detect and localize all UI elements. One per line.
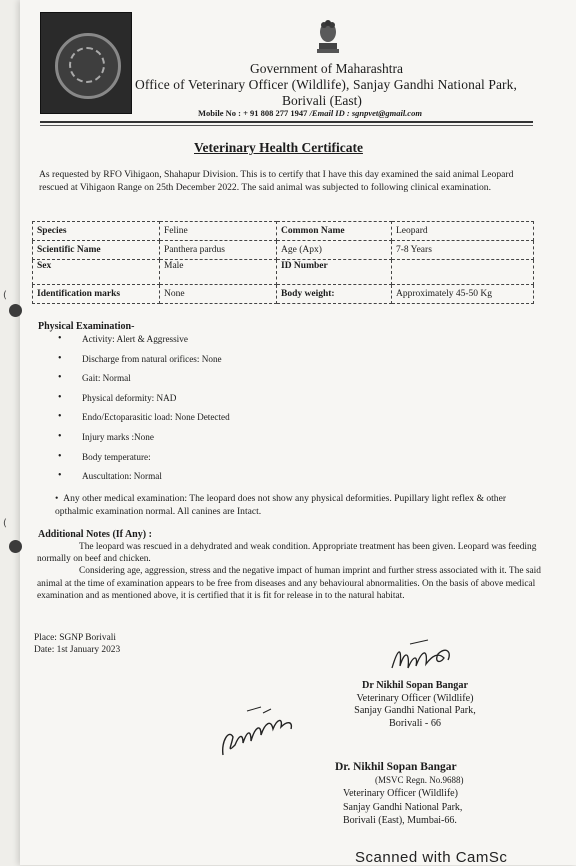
- table-cell: Species: [33, 222, 160, 241]
- certificate-title: Veterinary Health Certificate: [194, 140, 363, 155]
- officer-signature-block: [335, 680, 495, 730]
- table-cell: 7-8 Years: [392, 241, 534, 260]
- additional-notes-heading: Additional Notes (If Any) :: [38, 529, 152, 540]
- margin-mark: (: [3, 518, 7, 529]
- table-cell: Male: [160, 260, 277, 285]
- header-divider: [40, 121, 533, 123]
- officer-city: Borivali - 66: [388, 717, 442, 729]
- table-cell: Sex: [33, 260, 160, 285]
- list-item: • Injury marks :None: [58, 430, 230, 450]
- office-location: Borivali (East): [282, 93, 362, 108]
- table-cell: Scientific Name: [33, 241, 160, 260]
- mobile-number: Mobile No : + 91 808 277 1947: [198, 108, 308, 118]
- table-cell: Approximately 45-50 Kg: [392, 285, 534, 304]
- place-date: [34, 632, 120, 656]
- stamp-park: Sanjay Gandhi National Park,: [343, 801, 463, 813]
- notes-paragraph: The leopard was rescued in a dehydrated and weak condition. Appropriate treatment has been given. Leopard was feeding normally on beef and chicken.: [37, 542, 537, 565]
- additional-notes: [37, 541, 542, 602]
- list-item: • Endo/Ectoparasitic load: None Detected: [58, 410, 230, 430]
- table-row: [33, 285, 534, 304]
- stamp-address: Borivali (East), Mumbai-66.: [343, 814, 457, 826]
- list-item: • Activity: Alert & Aggressive: [58, 332, 230, 352]
- list-item: • Physical deformity: NAD: [58, 391, 230, 411]
- table-cell: [392, 260, 534, 285]
- state-emblem-icon: [315, 17, 341, 55]
- list-item: • Body temperature:: [58, 450, 230, 470]
- table-cell: Panthera pardus: [160, 241, 277, 260]
- officer-park: Sanjay Gandhi National Park,: [354, 705, 476, 716]
- table-row: [33, 260, 534, 285]
- stamp-designation: Veterinary Officer (Wildlife): [343, 788, 458, 800]
- scanner-watermark: Scanned with CamSc: [355, 849, 508, 866]
- list-item: • Discharge from natural orifices: None: [58, 352, 230, 372]
- table-row: [33, 241, 534, 260]
- binder-hole: [9, 540, 22, 553]
- official-stamp: [335, 761, 505, 827]
- table-cell: Common Name: [277, 222, 392, 241]
- place-text: Place: SGNP Borivali: [34, 633, 116, 643]
- email-address: /Email ID : sgnpvet@gmail.com: [309, 108, 422, 118]
- list-item: • Auscultation: Normal: [58, 469, 230, 489]
- binder-hole: [9, 304, 22, 317]
- table-row: [33, 222, 534, 241]
- other-examination: [55, 492, 540, 518]
- date-text: Date: 1st January 2023: [34, 645, 121, 655]
- bullet-icon: •: [55, 493, 64, 504]
- list-item: • Gait: Normal: [58, 371, 230, 391]
- margin-mark: (: [3, 290, 7, 301]
- physical-exam-heading: Physical Examination-: [38, 321, 135, 332]
- other-exam-text: Any other medical examination: The leopard does not show any physical deformities. Pupillary light reflex & other opthalmic examination normal. All canines are Intact.: [55, 493, 507, 517]
- table-cell: Leopard: [392, 222, 534, 241]
- table-cell: Feline: [160, 222, 277, 241]
- physical-exam-list: [58, 332, 230, 489]
- officer-designation: Veterinary Officer (Wildlife): [356, 692, 474, 704]
- table-cell: Age (Apx): [277, 241, 392, 260]
- notes-paragraph: Considering age, aggression, stress and the negative impact of human imprint and further stress associated with it. The said animal at the time of examination appears to be free from diseases and any behavioural abnormalities. On the basis of above medical examination and as mentioned above, it is certified that it is fit for release in to the natural habitat.: [37, 566, 541, 601]
- stamp-registration: (MSVC Regn. No.9688): [375, 775, 464, 786]
- stamp-name: Dr. Nikhil Sopan Bangar: [335, 761, 457, 773]
- government-name: Government of Maharashtra: [250, 61, 403, 76]
- officer-name: Dr Nikhil Sopan Bangar: [362, 680, 468, 691]
- signature-image: [388, 638, 458, 678]
- table-cell: Body weight:: [277, 285, 392, 304]
- header-divider: [40, 125, 533, 126]
- intro-paragraph: As requested by RFO Vihigaon, Shahapur Division. This is to certify that I have this day examined the said animal Leopard rescued at Vihigaon Range on 25th December 2022. The said animal was subjected to following clinical examination.: [39, 169, 514, 193]
- table-cell: None: [160, 285, 277, 304]
- table-cell: ID Number: [277, 260, 392, 285]
- animal-info-table: [32, 221, 534, 304]
- office-name: Office of Veterinary Officer (Wildlife), Sanjay Gandhi National Park,: [135, 77, 517, 92]
- department-logo: [40, 12, 132, 114]
- table-cell: Identification marks: [33, 285, 160, 304]
- signature-image: [217, 701, 299, 763]
- contact-line: [198, 108, 422, 118]
